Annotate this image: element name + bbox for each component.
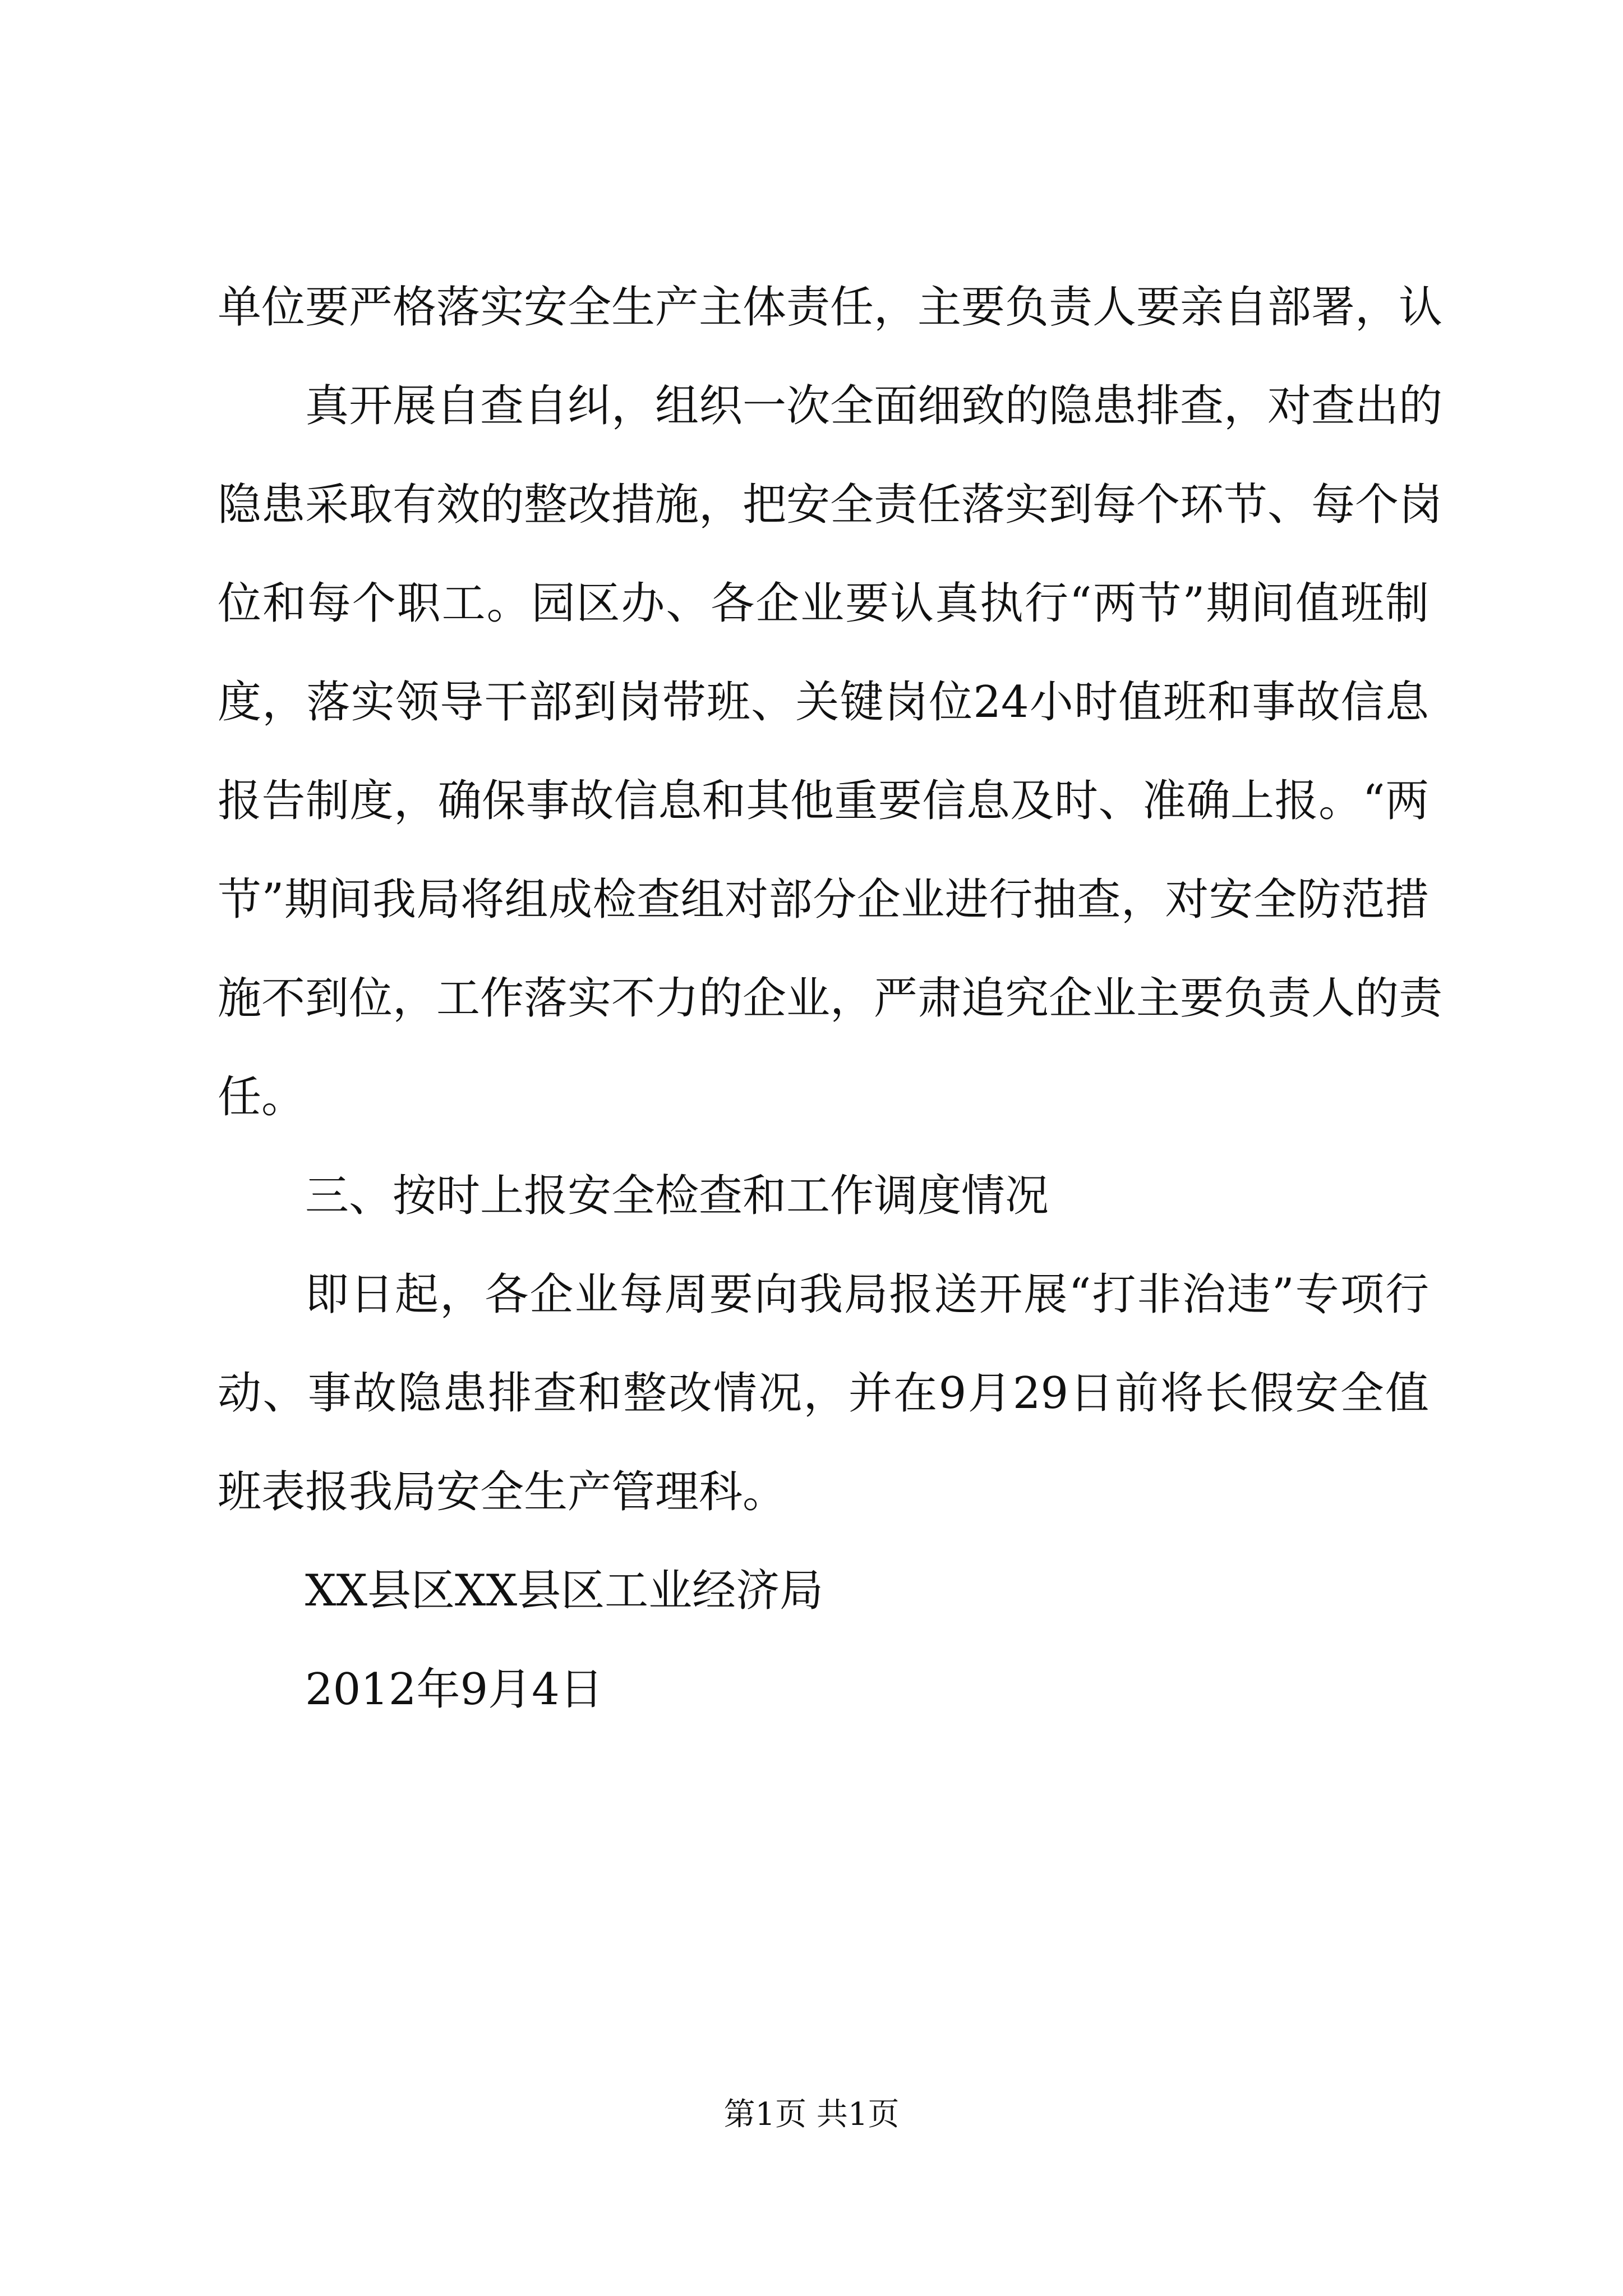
paragraph-line: 单位要严格落实安全生产主体责任，主要负责人要亲自部署，认: [218, 282, 1443, 333]
paragraph-line: 位和每个职工。园区办、各企业要认真执行“两节”期间值班制: [218, 578, 1429, 629]
paragraph-line: 即日起，各企业每周要向我局报送开展“打非治违”专项行: [305, 1269, 1429, 1320]
paragraph-line: 施不到位，工作落实不力的企业，严肃追究企业主要负责人的责: [218, 973, 1443, 1024]
paragraph-line: 节”期间我局将组成检查组对部分企业进行抽查，对安全防范措: [218, 875, 1429, 925]
paragraph-line: 真开展自查自纠，组织一次全面细致的隐患排查，对查出的: [305, 381, 1443, 431]
paragraph-line: 任。: [218, 1072, 306, 1122]
document-body: [218, 258, 1443, 1739]
page-footer: 第1页 共1页: [723, 2096, 900, 2133]
paragraph-line: 报告制度，确保事故信息和其他重要信息及时、准确上报。“两: [218, 776, 1429, 826]
paragraph-line: 班表报我局安全生产管理科。: [218, 1467, 787, 1517]
issuer-name: XX县区XX县区工业经济局: [305, 1566, 824, 1616]
paragraph-line: 隐患采取有效的整改措施，把安全责任落实到每个环节、每个岗: [218, 480, 1443, 530]
section-heading: 三、按时上报安全检查和工作调度情况: [305, 1171, 1049, 1221]
issue-date: 2012年9月4日: [305, 1664, 603, 1715]
paragraph-line: 度，落实领导干部到岗带班、关键岗位24小时值班和事故信息: [218, 677, 1429, 728]
paragraph-line: 动、事故隐患排查和整改情况，并在9月29日前将长假安全值: [218, 1368, 1429, 1419]
